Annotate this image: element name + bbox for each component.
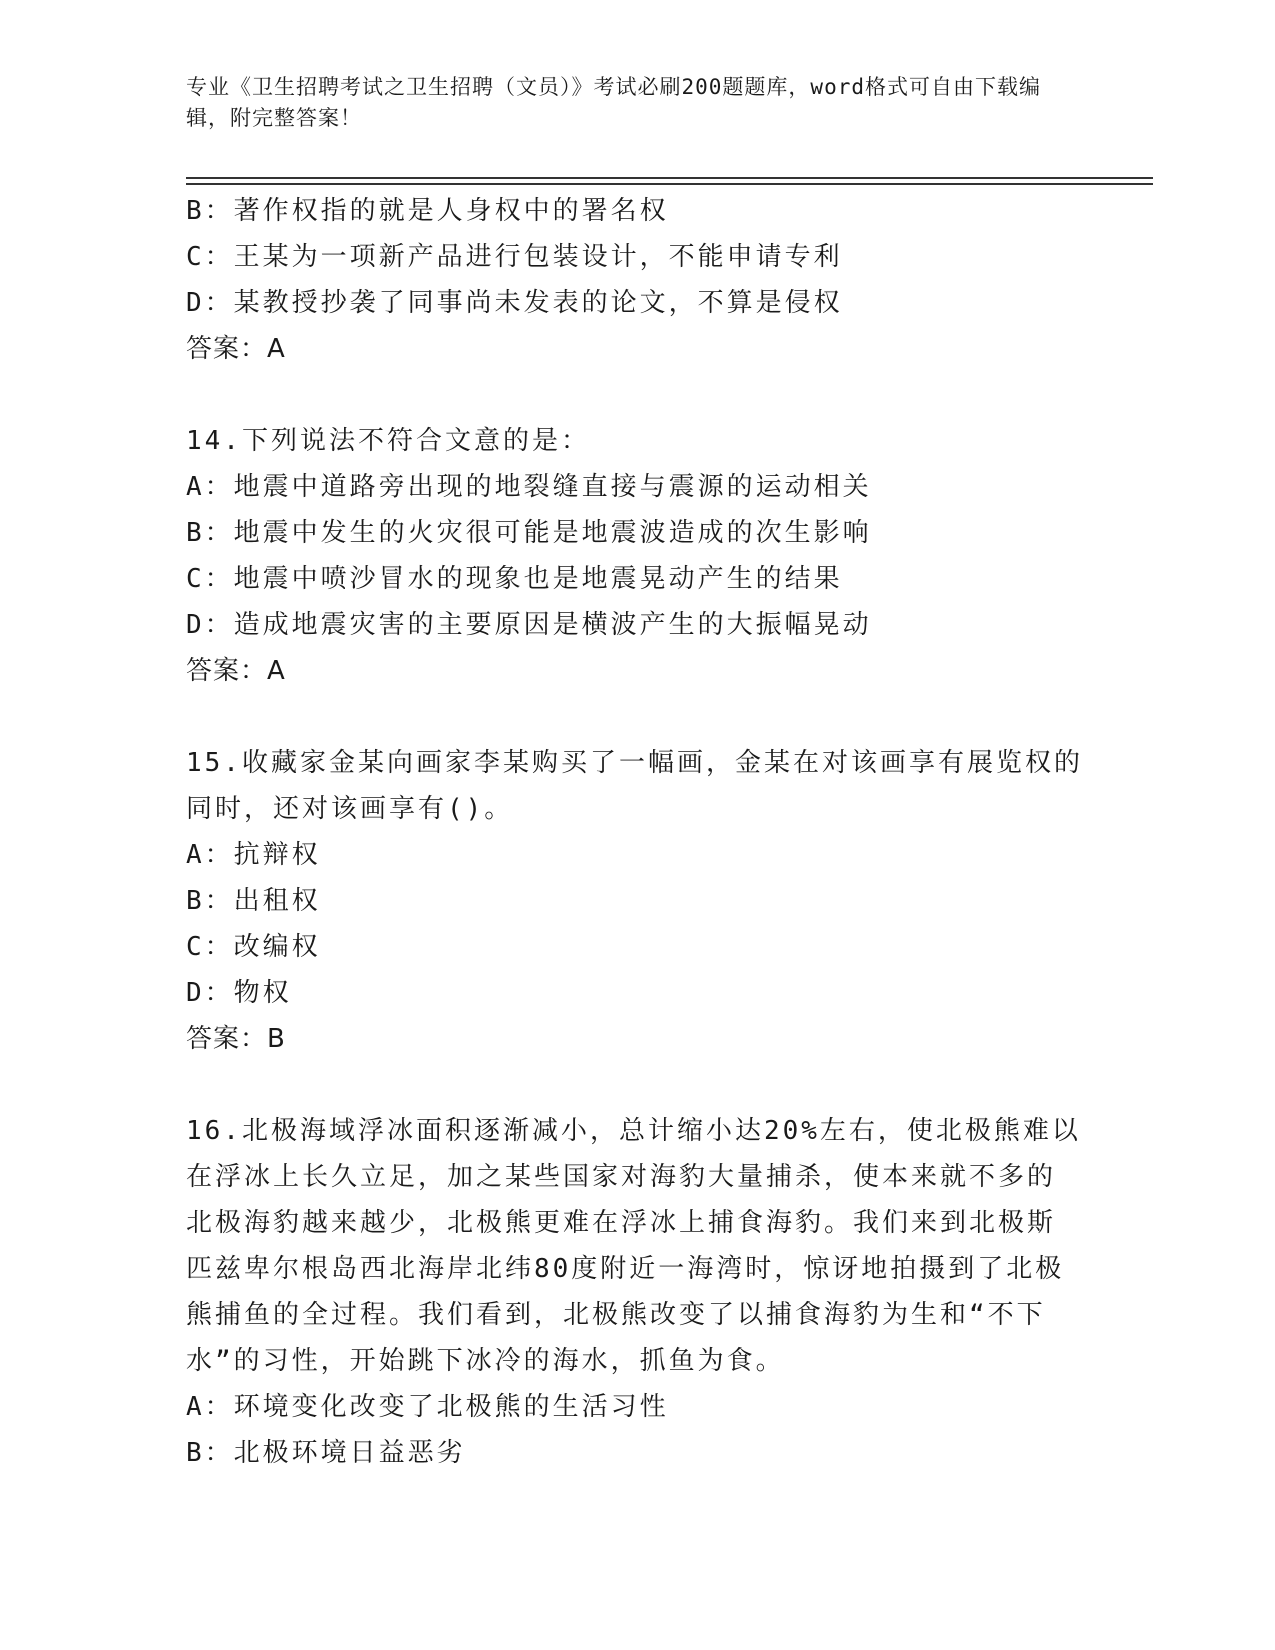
q15-question-line: 同时，还对该画享有()。: [186, 794, 514, 824]
q14-question: 14.下列说法不符合文意的是：: [186, 426, 590, 456]
q16-question-line: 北极海豹越来越少，北极熊更难在浮冰上捕食海豹。我们来到北极斯: [186, 1208, 1057, 1238]
spacer: [186, 372, 1066, 418]
q16-question-line: 在浮冰上长久立足，加之某些国家对海豹大量捕杀，使本来就不多的: [186, 1162, 1057, 1192]
q13-option-d: D：某教授抄袭了同事尚未发表的论文，不算是侵权: [186, 288, 843, 318]
document-header: 专业《卫生招聘考试之卫生招聘（文员）》考试必刷200题题库，word格式可自由下载编辑，附完整答案！: [186, 75, 1041, 130]
q15-option-a: A：抗辩权: [186, 840, 321, 870]
q14-option-a: A：地震中道路旁出现的地裂缝直接与震源的运动相关: [186, 472, 872, 502]
q14-option-b: B：地震中发生的火灾很可能是地震波造成的次生影响: [186, 518, 872, 548]
q13-answer: 答案：A: [186, 334, 286, 364]
q16-question-line: 水”的习性，开始跳下冰冷的海水，抓鱼为食。: [186, 1346, 785, 1376]
q14-option-c: C：地震中喷沙冒水的现象也是地震晃动产生的结果: [186, 564, 843, 594]
q14-answer: 答案：A: [186, 656, 286, 686]
q16-question-line: 匹兹卑尔根岛西北海岸北纬80度附近一海湾时，惊讶地拍摄到了北极: [186, 1254, 1065, 1284]
question-content: [186, 188, 1083, 1476]
q16-question-line: 熊捕鱼的全过程。我们看到，北极熊改变了以捕食海豹为生和“不下: [186, 1300, 1046, 1330]
spacer: [186, 694, 1066, 740]
header-rule-bottom: [186, 183, 1153, 185]
q16-option-b: B：北极环境日益恶劣: [186, 1438, 466, 1468]
spacer: [186, 1062, 1066, 1108]
q13-option-b: B：著作权指的就是人身权中的署名权: [186, 196, 669, 226]
q15-option-d: D：物权: [186, 978, 292, 1008]
q15-option-c: C：改编权: [186, 932, 321, 962]
q16-option-a: A：环境变化改变了北极熊的生活习性: [186, 1392, 669, 1422]
header-rule-top: [186, 177, 1153, 179]
q16-question-line: 16.北极海域浮冰面积逐渐减小，总计缩小达20%左右，使北极熊难以: [186, 1116, 1081, 1146]
q14-option-d: D：造成地震灾害的主要原因是横波产生的大振幅晃动: [186, 610, 872, 640]
q15-question-line: 15.收藏家金某向画家李某购买了一幅画，金某在对该画享有展览权的: [186, 748, 1083, 778]
q15-answer: 答案：B: [186, 1024, 286, 1054]
q15-option-b: B：出租权: [186, 886, 321, 916]
q13-option-c: C：王某为一项新产品进行包装设计，不能申请专利: [186, 242, 843, 272]
